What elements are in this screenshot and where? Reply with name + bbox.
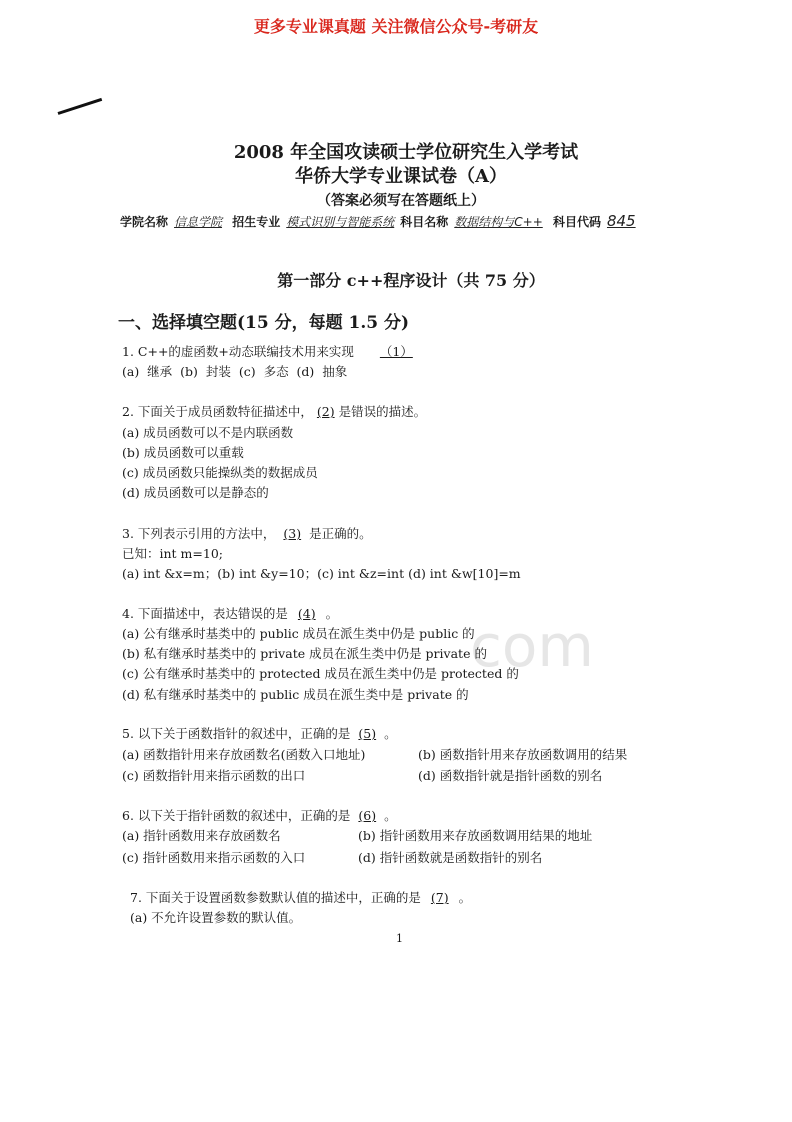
q2-blank: (2) (316, 404, 335, 419)
question-3 (122, 524, 372, 542)
answer-note: （答案必须写在答题纸上） (317, 193, 485, 209)
q4-stem-end: 。 (325, 606, 339, 621)
q6-option-c: (c) 指针函数用来指示函数的入口 (122, 850, 306, 865)
question-5 (122, 724, 397, 742)
question-4 (122, 604, 338, 622)
q6-blank: (6) (358, 808, 377, 823)
subject-value: 数据结构与C++ (454, 215, 543, 229)
q4-stem: 4. 下面描述中，表达错误的是 (122, 606, 288, 621)
q4-option-a: (a) 公有继承时基类中的 public 成员在派生类中仍是 public 的 (122, 626, 475, 641)
q4-option-b: (b) 私有继承时基类中的 private 成员在派生类中仍是 private 的 (122, 646, 487, 661)
subject-label: 科目名称 (400, 215, 449, 229)
q6-stem-end: 。 (384, 808, 397, 823)
q4-option-c: (c) 公有继承时基类中的 protected 成员在派生类中仍是 protected 的 (122, 666, 519, 681)
code-label: 科目代码 (552, 215, 601, 229)
q5-option-b: (b) 函数指针用来存放函数调用的结果 (418, 747, 628, 762)
q5-stem: 5. 以下关于函数指针的叙述中，正确的是 (122, 726, 351, 741)
q6-option-a: (a) 指针函数用来存放函数名 (122, 828, 281, 843)
college-value: 信息学院 (174, 215, 223, 229)
exam-info-line (120, 212, 642, 230)
q5-option-c: (c) 函数指针用来指示函数的出口 (122, 768, 306, 783)
exam-subtitle: 华侨大学专业课试卷（A） (295, 166, 507, 187)
q1-blank: （1） (379, 344, 413, 359)
q7-blank: (7) (430, 890, 449, 905)
q7-stem-end: 。 (458, 890, 472, 905)
q5-option-a: (a) 函数指针用来存放函数名(函数入口地址) (122, 747, 366, 762)
major-label: 招生专业 (232, 215, 281, 229)
q2-option-d: (d) 成员函数可以是静态的 (122, 485, 269, 500)
q5-stem-end: 。 (384, 726, 397, 741)
promo-banner: 更多专业课真题 关注微信公众号-考研友 (253, 17, 539, 36)
major-value: 模式识别与智能系统 (286, 215, 395, 229)
q7-stem: 7. 下面关于设置函数参数默认值的描述中，正确的是 (130, 890, 421, 905)
q2-stem: 2. 下面关于成员函数特征描述中， (122, 404, 313, 419)
college-label: 学院名称 (120, 215, 169, 229)
watermark: com (470, 612, 594, 680)
pen-stroke-mark (58, 98, 103, 115)
question-2 (122, 402, 426, 420)
q2-stem-end: 是错误的描述。 (338, 404, 427, 419)
q3-stem-end: 是正确的。 (309, 526, 372, 541)
q4-option-d: (d) 私有继承时基类中的 public 成员在派生类中是 private 的 (122, 687, 469, 702)
q1-stem: 1. C++的虚函数+动态联编技术用来实现 (122, 344, 354, 359)
question-7 (130, 888, 471, 906)
question-1 (122, 342, 435, 360)
q5-option-d: (d) 函数指针就是指针函数的别名 (418, 768, 603, 783)
section-title: 一、选择填空题(15 分，每题 1.5 分) (118, 313, 410, 333)
q3-options: (a) int &x=m；(b) int &y=10；(c) int &z=int (d) int &w[10]=m (122, 566, 521, 581)
q3-blank: (3) (283, 526, 302, 541)
part-title: 第一部分 c++程序设计（共 75 分） (277, 271, 545, 290)
exam-title: 2008 年全国攻读硕士学位研究生入学考试 (233, 142, 579, 163)
page-number: 1 (396, 932, 403, 945)
code-value: 845 (606, 212, 636, 230)
q2-option-b: (b) 成员函数可以重载 (122, 445, 244, 460)
q4-blank: (4) (297, 606, 316, 621)
q3-stem: 3. 下列表示引用的方法中， (122, 526, 276, 541)
q7-option-a: (a) 不允许设置参数的默认值。 (130, 910, 302, 925)
question-6 (122, 806, 397, 824)
q1-options: (a) 继承 (b) 封装 (c) 多态 (d) 抽象 (122, 364, 348, 379)
q3-given: 已知：int m=10; (122, 546, 223, 561)
q6-option-b: (b) 指针函数用来存放函数调用结果的地址 (358, 828, 593, 843)
q6-stem: 6. 以下关于指针函数的叙述中，正确的是 (122, 808, 351, 823)
q6-option-d: (d) 指针函数就是函数指针的别名 (358, 850, 543, 865)
q5-blank: (5) (358, 726, 377, 741)
q2-option-a: (a) 成员函数可以不是内联函数 (122, 425, 294, 440)
q2-option-c: (c) 成员函数只能操纵类的数据成员 (122, 465, 318, 480)
